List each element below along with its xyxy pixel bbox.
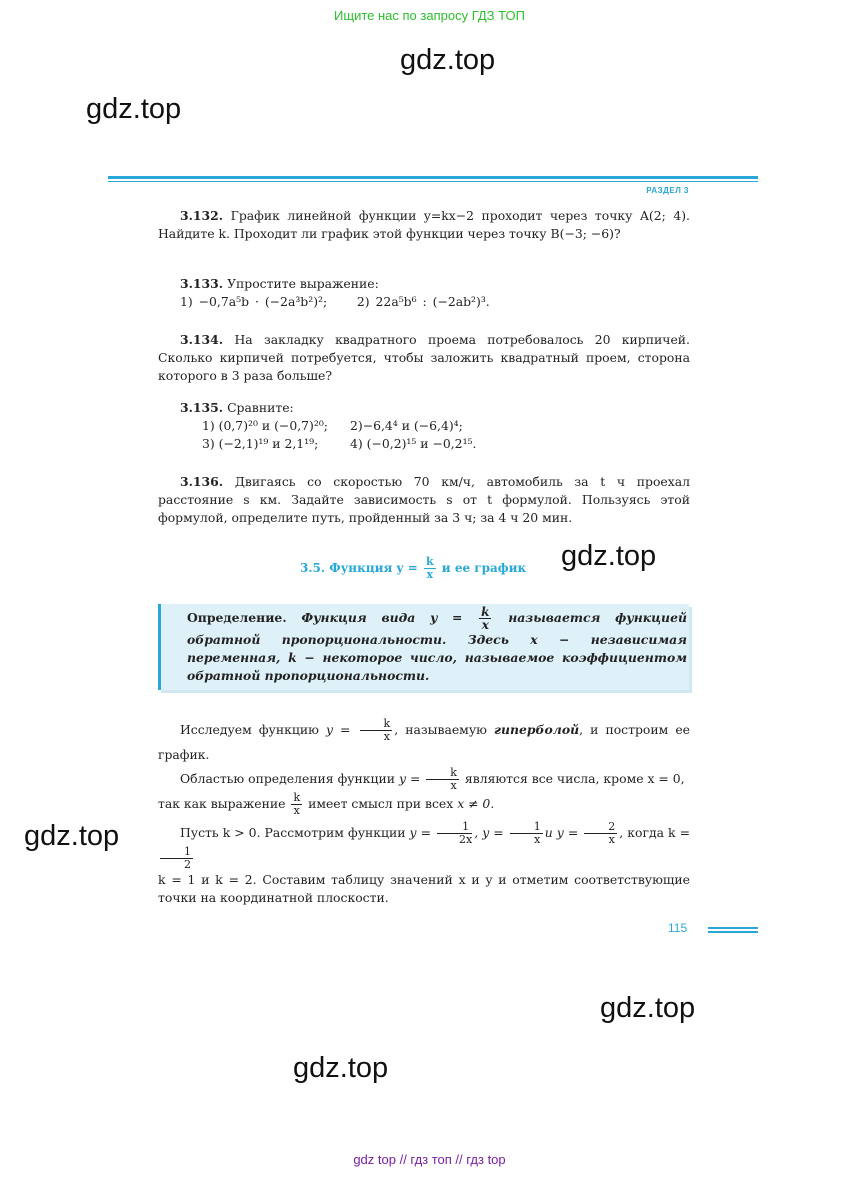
footer-links[interactable]: gdz top // гдз топ // гдз top xyxy=(353,1152,506,1167)
problem-3-134: 3.134. На закладку квадратного проема потребовалось 20 кирпичей. Сколько кирпичей потребуется, чтобы заложить квадратный проем, сторона которого в 3 раза больше? xyxy=(158,332,690,383)
problem-3-133: 3.133. Упростите выражение: 1) −0,7a⁵b · (−2a³b²)²; 2) 22a⁵b⁶ : (−2ab²)³. xyxy=(180,276,490,309)
problem-3-135: 3.135. Сравните: 1) (0,7)²⁰ и (−0,7)²⁰; 2)−6,4⁴ и (−6,4)⁴; 3) (−2,1)¹⁹ и 2,1¹⁹; 4) (−0,2)¹⁵ и −0,2¹⁵. xyxy=(180,400,477,451)
body-text: Исследуем функцию y = $\frac{k}{x}$ , называемую гиперболой, и построим ее график. Областью определения функции y = $\frac{k}{x}$ являются все числа, кроме x = 0, так как выражение $\frac{k}{x}$ имеет смысл при всех x ≠ 0. Пусть k > 0. Рассмотрим функции y = $\frac{1}{2x}$ , y = $\frac{1}{x}$ и y = $\frac{2}{x}$ , когда k = $\frac{1}{2}$ k = 1 и k = 2. Составим таблицу значений x и y и отметим соответствующие точки на координатной плоскости. xyxy=(158,717,690,905)
section-heading: 3.5. Функция y = $\frac{k}{x}$ и ее график xyxy=(300,555,527,581)
watermark: gdz.top xyxy=(86,93,182,125)
watermark: gdz.top xyxy=(293,1052,389,1084)
watermark: gdz.top xyxy=(24,820,120,852)
problem-3-136: 3.136. Двигаясь со скоростью 70 км/ч, автомобиль за t ч проехал расстояние s км. Задайте зависимость s от t формулой. Пользуясь этой формулой, определите путь, пройденный за 3 ч; за 4 ч 20 мин. xyxy=(158,474,690,525)
header-rule-thin xyxy=(108,181,758,182)
watermark: gdz.top xyxy=(400,44,496,76)
footer-rule xyxy=(708,927,758,929)
watermark: gdz.top xyxy=(600,992,696,1024)
watermark: gdz.top xyxy=(561,540,657,572)
footer-rule xyxy=(708,931,758,933)
section-label: РАЗДЕЛ 3 xyxy=(646,186,689,195)
problem-3-132: 3.132. График линейной функции y=kx−2 проходит через точку A(2; 4). Найдите k. Проходит ли график этой функции через точку B(−3; −6)? xyxy=(158,208,690,241)
search-banner[interactable]: Ищите нас по запросу ГДЗ ТОП xyxy=(334,8,525,23)
definition-box: Определение. Функция вида y = $\frac{k}{x}$ называется функцией обратной пропорциональности. Здесь x − независимая переменная, k − некоторое число, называемое коэффициентом обратной пропорциональности. xyxy=(158,604,689,690)
header-rule xyxy=(108,176,758,179)
page-number: 115 xyxy=(668,921,688,935)
